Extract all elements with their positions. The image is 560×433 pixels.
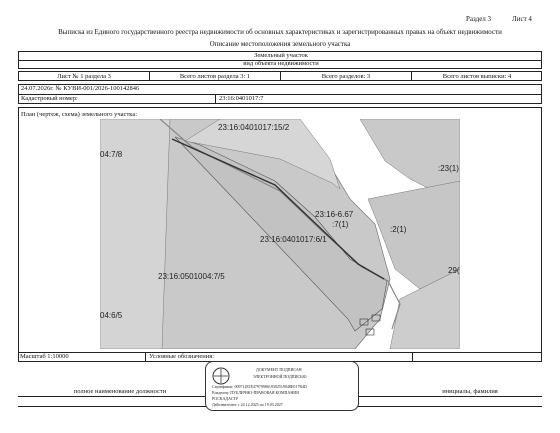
section-label: Раздел 3 [466,15,492,23]
position-label: полное наименование должности [73,388,167,395]
scale-label: Масштаб 1:10000 [20,353,69,360]
sheet-label: Лист 4 [512,15,532,23]
document-subtitle: Описание местоположения земельного участка [209,40,351,48]
map-label-right-mid: :2(1) [390,225,407,234]
stamp-line2: ЭЛЕКТРОННОЙ ПОДПИСЬЮ [253,374,307,379]
stamp-line1: ДОКУМЕНТ ПОДПИСАН [256,367,302,372]
map-label-pin-right: :23(1) [438,164,459,173]
map-label-main: 23:16:0401017:6/1 [260,235,327,244]
map-label-area-6: 23:16-6.67 [315,210,354,219]
stamp-line5: РОСКАДАСТР [212,396,239,401]
object-type-box [18,51,542,69]
total-sections: Всего разделов: 3 [281,72,412,81]
map-label-big-left: 23:16:0501004:7/5 [158,272,225,281]
cadastral-map [100,119,460,349]
sheet-info-row [18,71,542,81]
emblem-icon [212,367,230,385]
cadastral-label: Кадастровый номер: [21,95,78,102]
stamp-line4: Владелец: ПУБЛИЧНО-ПРАВОВАЯ КОМПАНИЯ [212,390,299,395]
document-title: Выписка из Единого государственного реестра недвижимости об основных характеристиках и зарегистрированных правах на объект недвижимости [58,28,502,36]
map-label-far-right: 29( [448,266,460,275]
sheet-number: Лист № 1 раздела 3 [19,72,150,81]
object-kind: вид объекта недвижимости [243,60,319,67]
initials-label: инициалы, фамилия [442,388,498,395]
date-number: 24.07.2026г. № КУВИ-001/2026-100142846 [21,85,140,92]
plan-caption: План (чертеж, схема) земельного участка: [21,111,138,118]
map-label-area-6b: :7(1) [332,220,349,229]
object-type: Земельный участок [254,52,308,59]
total-sheets-extract: Всего листов выписки: 4 [442,73,512,80]
stamp-line6: Действителен: с 24.12.2025 по 19.03.2027 [212,402,283,407]
esignature-stamp [205,361,359,411]
stamp-line3: Сертификат: 00971481E4797998619392519048E017B4D [212,384,307,389]
total-sheets-section: Всего листов раздела 3: 1 [150,72,281,81]
legend-label: Условные обозначения: [149,353,215,360]
cadastral-value: 23:16:0401017:7 [219,95,264,102]
map-label-bottom-left: 04:6/5 [100,311,123,320]
meta-box [18,84,542,104]
map-label-top: 23:16:0401017:15/2 [218,123,290,132]
map-label-left-edge: 04:7/8 [100,150,123,159]
